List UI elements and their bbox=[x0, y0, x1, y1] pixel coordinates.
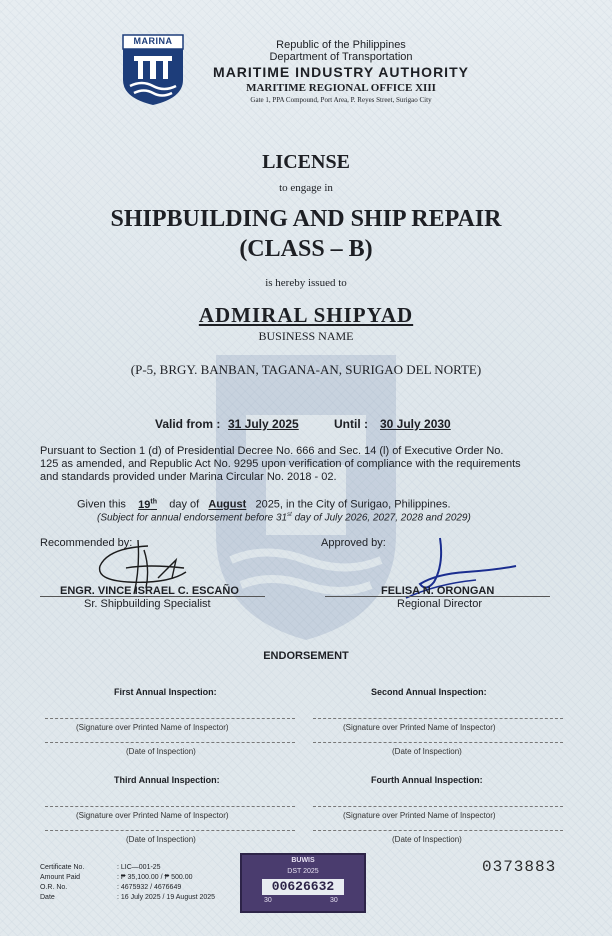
pursuant-line-2: 125 as amended, and Republic Act No. 9295 upon verification of compliance with the requirements bbox=[40, 458, 521, 470]
until-label: Until : bbox=[334, 417, 368, 431]
or-no-label: O.R. No. bbox=[40, 884, 68, 891]
given-day-number: 19 bbox=[138, 498, 151, 511]
given-text bbox=[77, 498, 451, 511]
given-prefix: Given this bbox=[77, 498, 126, 511]
approved-title: Regional Director bbox=[397, 598, 482, 610]
given-rest: 2025, in the City of Surigao, Philippines. bbox=[255, 498, 451, 511]
given-day bbox=[138, 499, 157, 511]
fourth-date-caption: (Date of Inspection) bbox=[392, 835, 462, 844]
note-part-b: day of July 2026, 2027, 2028 and 2029) bbox=[294, 512, 471, 524]
third-date-caption: (Date of Inspection) bbox=[126, 835, 196, 844]
approved-name: FELISA N. ORONGAN bbox=[381, 585, 495, 597]
date-value: : 16 July 2025 / 19 August 2025 bbox=[117, 894, 216, 901]
license-title: LICENSE bbox=[262, 151, 350, 173]
stamp-top: BUWIS bbox=[291, 857, 315, 864]
pursuant-line-3: and standards provided under Marina Circular No. 2018 - 02. bbox=[40, 471, 337, 483]
documentary-stamp bbox=[240, 853, 366, 913]
watermark-seal-icon bbox=[206, 345, 406, 645]
header-address: Gate 1, PPA Compound, Port Area, P. Reyes Street, Surigao City bbox=[250, 96, 432, 104]
third-sig-caption: (Signature over Printed Name of Inspector) bbox=[76, 811, 229, 820]
second-sig-caption: (Signature over Printed Name of Inspector) bbox=[343, 723, 496, 732]
header-office: MARITIME REGIONAL OFFICE XIII bbox=[246, 82, 436, 94]
fourth-sig-caption: (Signature over Printed Name of Inspector) bbox=[343, 811, 496, 820]
business-name-caption: BUSINESS NAME bbox=[258, 329, 354, 343]
cert-no-label: Certificate No. bbox=[40, 864, 85, 871]
given-day-suffix: th bbox=[150, 498, 158, 505]
valid-from-label: Valid from : bbox=[155, 417, 221, 431]
first-date-caption: (Date of Inspection) bbox=[126, 747, 196, 756]
license-activity: SHIPBUILDING AND SHIP REPAIR bbox=[110, 206, 502, 232]
header-authority: MARITIME INDUSTRY AUTHORITY bbox=[213, 64, 469, 80]
serial-number: 0373883 bbox=[482, 858, 557, 876]
or-no-value: : 4675932 / 4676649 bbox=[117, 884, 182, 891]
business-name: ADMIRAL SHIPYAD bbox=[198, 303, 414, 327]
stamp-value-left: 30 bbox=[264, 897, 272, 904]
amount-label: Amount Paid bbox=[40, 874, 81, 881]
recommended-title: Sr. Shipbuilding Specialist bbox=[84, 598, 211, 610]
first-sig-caption: (Signature over Printed Name of Inspector) bbox=[76, 723, 229, 732]
given-day-of: day of bbox=[169, 498, 200, 511]
issued-to-text: is hereby issued to bbox=[265, 277, 347, 289]
recommended-label: Recommended by: bbox=[40, 537, 133, 549]
stamp-number: 00626632 bbox=[262, 879, 344, 895]
second-inspection-label: Second Annual Inspection: bbox=[371, 687, 487, 697]
fourth-inspection-label: Fourth Annual Inspection: bbox=[371, 775, 483, 785]
note-sup: st bbox=[287, 512, 292, 518]
license-class: (CLASS – B) bbox=[239, 236, 373, 262]
header-department: Department of Transportation bbox=[269, 51, 413, 63]
approved-label: Approved by: bbox=[321, 537, 386, 549]
second-date-caption: (Date of Inspection) bbox=[392, 747, 462, 756]
stamp-value-right: 30 bbox=[330, 897, 338, 904]
date-label: Date bbox=[40, 894, 55, 901]
given-month: August bbox=[208, 498, 247, 511]
third-inspection-label: Third Annual Inspection: bbox=[114, 775, 220, 785]
endorsement-title: ENDORSEMENT bbox=[263, 650, 349, 662]
endorsement-note bbox=[97, 512, 471, 523]
first-inspection-label: First Annual Inspection: bbox=[114, 687, 217, 697]
amount-value: : ₱ 35,100.00 / ₱ 500.00 bbox=[117, 874, 193, 881]
logo-text: MARINA bbox=[133, 36, 173, 46]
header-republic: Republic of the Philippines bbox=[276, 39, 406, 51]
cert-no-value: : LIC—001-25 bbox=[117, 864, 161, 871]
business-address: (P-5, BRGY. BANBAN, TAGANA-AN, SURIGAO DEL NORTE) bbox=[130, 362, 482, 377]
recommended-name: ENGR. VINCE ISRAEL C. ESCAÑO bbox=[60, 585, 239, 597]
until-date: 30 July 2030 bbox=[380, 417, 451, 431]
pursuant-line-1: Pursuant to Section 1 (d) of Presidential Decree No. 666 and Sec. 14 (l) of Executive Order No. bbox=[40, 445, 504, 457]
to-engage-text: to engage in bbox=[279, 182, 333, 194]
valid-from-date: 31 July 2025 bbox=[228, 417, 299, 431]
stamp-mid: DST 2025 bbox=[287, 868, 319, 875]
note-part-a: (Subject for annual endorsement before 31 bbox=[97, 512, 288, 524]
